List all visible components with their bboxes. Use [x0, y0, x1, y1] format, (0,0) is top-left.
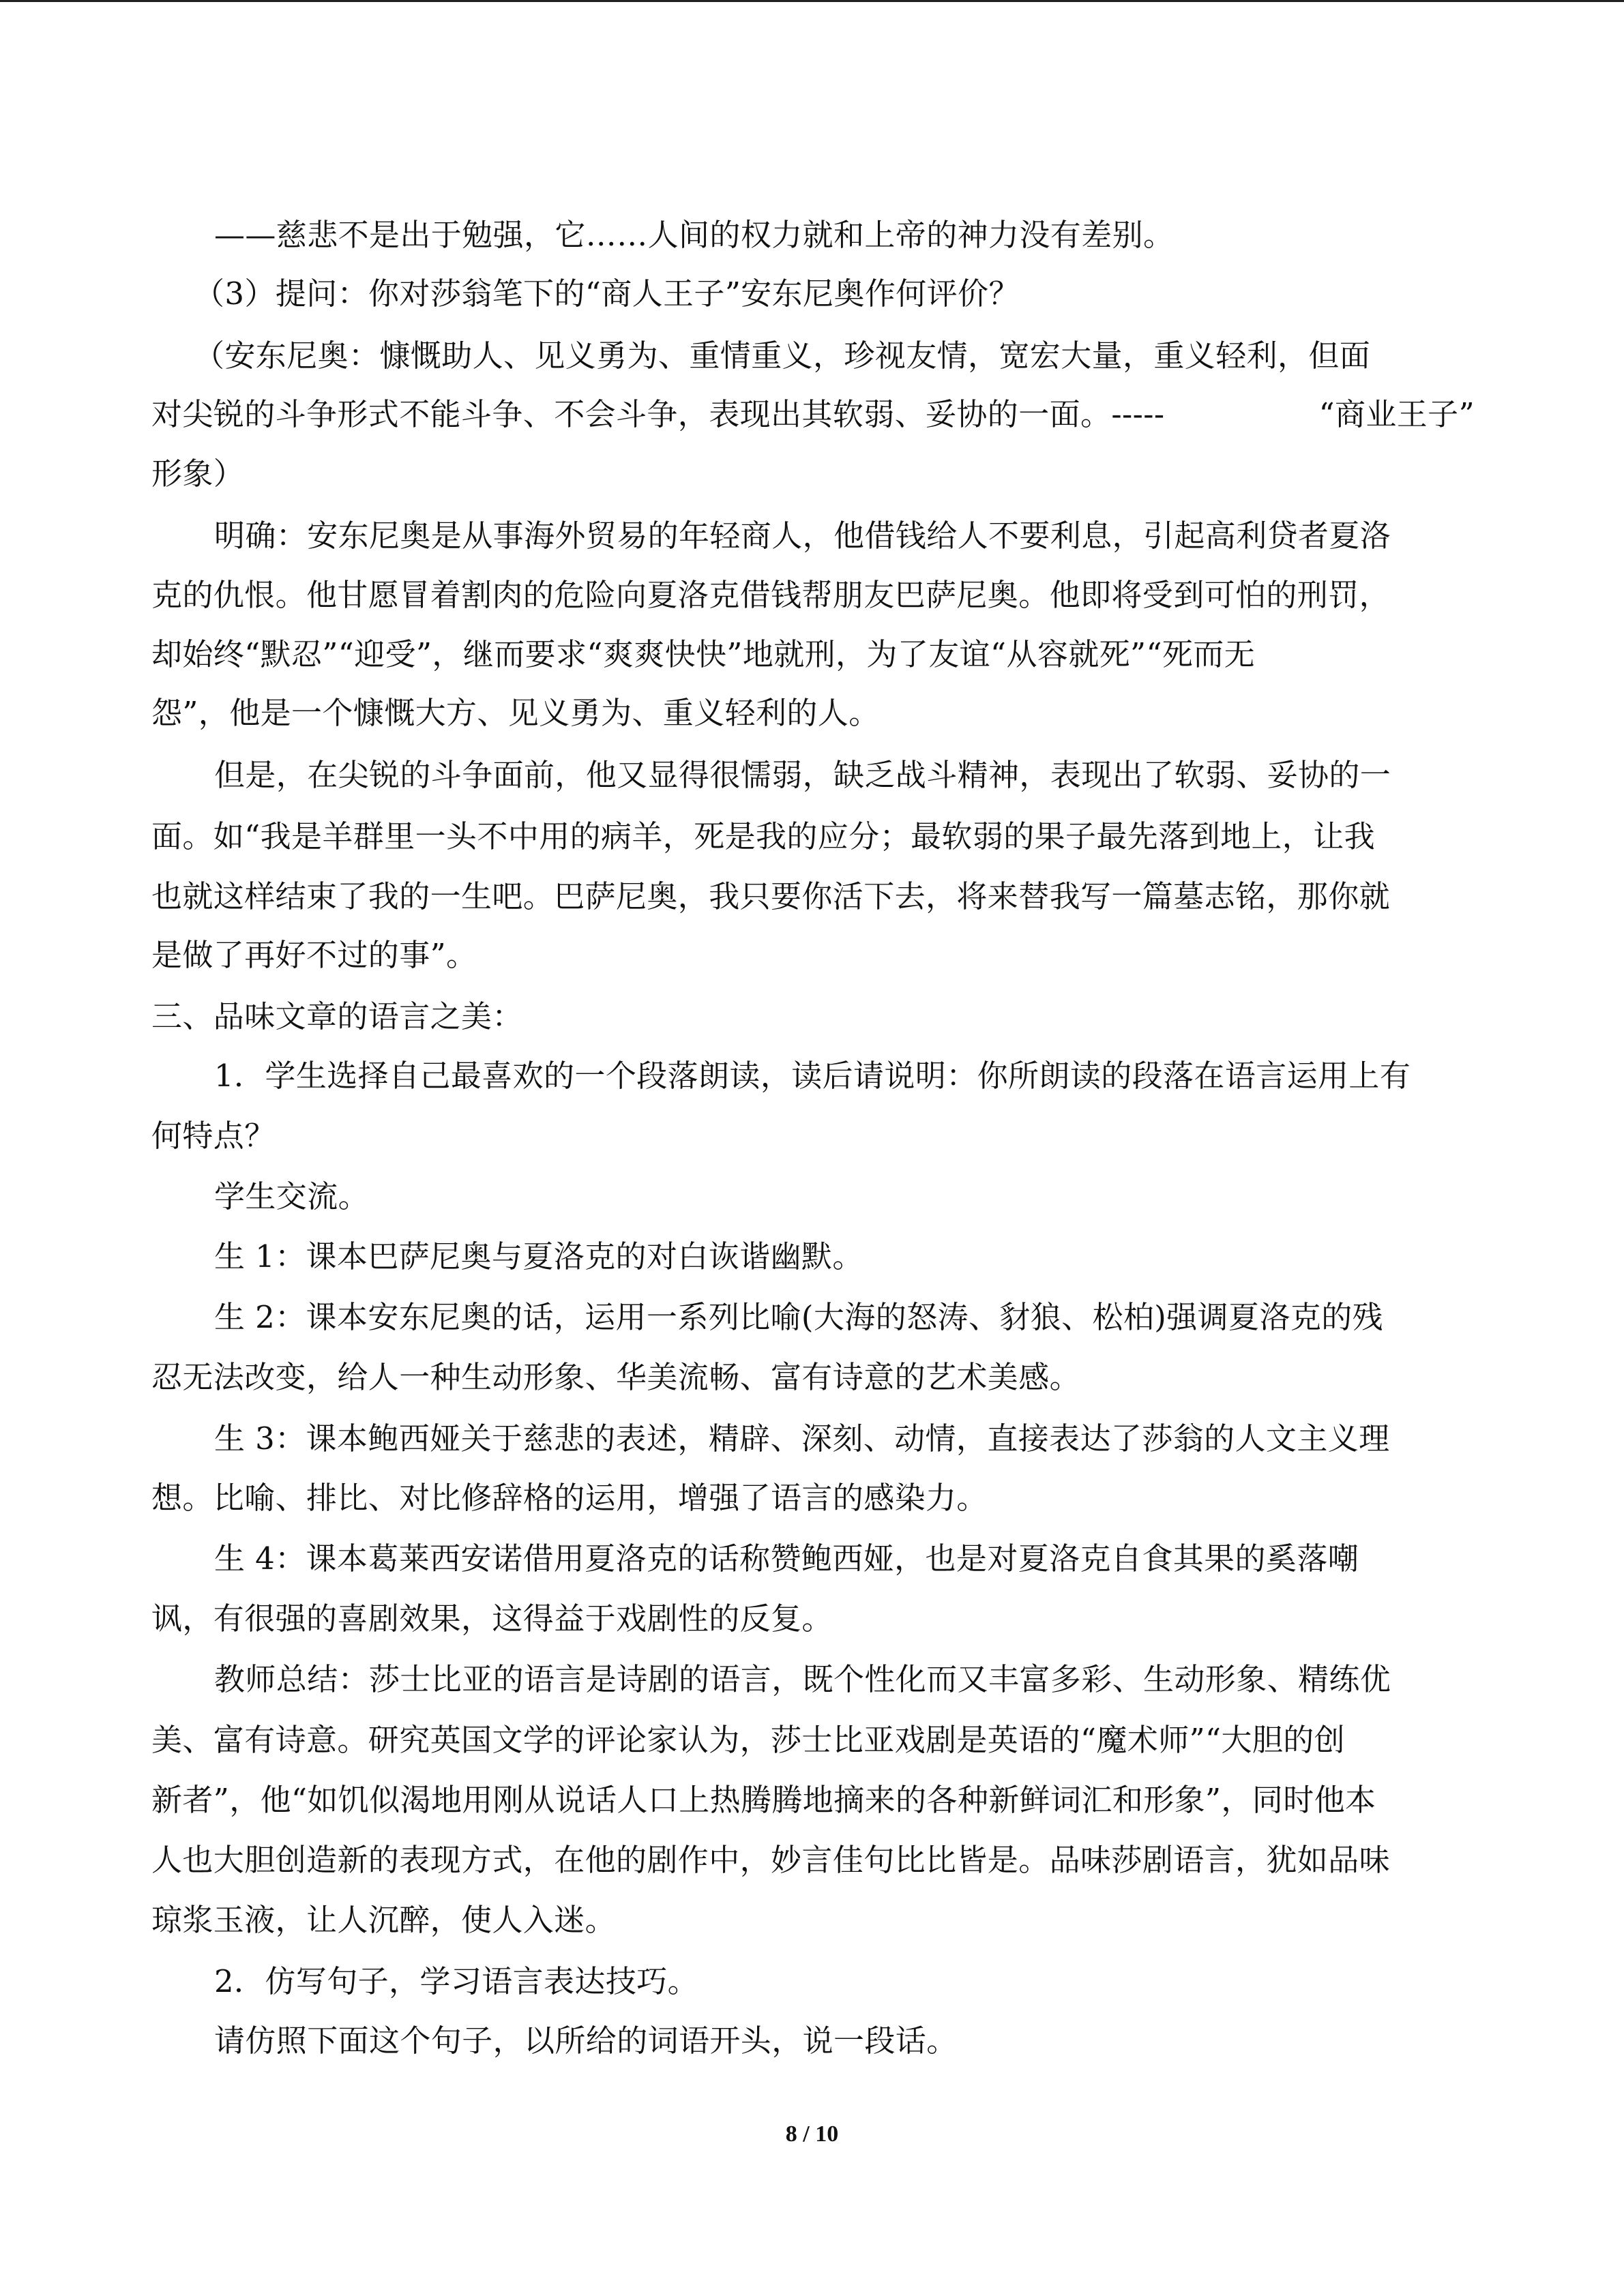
text-line: 却始终“默忍”“迎受”，继而要求“爽爽快快”地就刑，为了友谊“从容就死”“死而无 [151, 636, 1256, 672]
text-line: 1．学生选择自己最喜欢的一个段落朗读，读后请说明：你所朗读的段落在语言运用上有 [214, 1058, 1411, 1094]
text-line: ——慈悲不是出于勉强，它……人间的权力就和上帝的神力没有差别。 [214, 217, 1175, 253]
text-line: 生 4：课本葛莱西安诺借用夏洛克的话称赞鲍西娅，也是对夏洛克自食其果的奚落嘲 [214, 1540, 1359, 1577]
text-line: 美、富有诗意。研究英国文学的评论家认为，莎士比亚戏剧是英语的“魔术师”“大胆的创 [151, 1722, 1346, 1758]
text-line: 讽，有很强的喜剧效果，这得益于戏剧性的反复。 [151, 1600, 833, 1637]
text-line: 也就这样结束了我的一生吧。巴萨尼奥，我只要你活下去，将来替我写一篇墓志铭，那你就 [151, 878, 1391, 914]
text-line-part: 对尖锐的斗争形式不能斗争、不会斗争，表现出其软弱、妥协的一面。----- [151, 396, 1165, 432]
text-line: 克的仇恨。他甘愿冒着割肉的危险向夏洛克借钱帮朋友巴萨尼奥。他即将受到可怕的刑罚， [151, 577, 1391, 613]
text-line: 请仿照下面这个句子，以所给的词语开头，说一段话。 [214, 2023, 958, 2059]
text-line: 教师总结：莎士比亚的语言是诗剧的语言，既个性化而又丰富多彩、生动形象、精练优 [214, 1661, 1391, 1697]
text-line: 明确：安东尼奥是从事海外贸易的年轻商人，他借钱给人不要利息，引起高利贷者夏洛 [214, 518, 1391, 554]
text-line: 忍无法改变，给人一种生动形象、华美流畅、富有诗意的艺术美感。 [151, 1359, 1081, 1395]
text-line: 琼浆玉液，让人沉醉，使人入迷。 [151, 1902, 617, 1938]
text-line: 生 1：课本巴萨尼奥与夏洛克的对白诙谐幽默。 [214, 1238, 863, 1274]
section-heading: 三、品味文章的语言之美： [151, 998, 523, 1034]
page-top-border [0, 0, 1624, 2]
text-line: 想。比喻、排比、对比修辞格的运用，增强了语言的感染力。 [151, 1480, 988, 1516]
text-line: 何特点？ [151, 1118, 276, 1154]
text-line: 人也大胆创造新的表现方式，在他的剧作中，妙言佳句比比皆是。品味莎剧语言，犹如品味 [151, 1842, 1391, 1878]
text-line: 学生交流。 [214, 1178, 370, 1214]
text-line: 新者”，他“如饥似渴地用刚从说话人口上热腾腾地摘来的各种新鲜词汇和形象”，同时他本 [151, 1782, 1376, 1818]
text-line: （3）提问：你对莎翁笔下的“商人王子”安东尼奥作何评价？ [194, 275, 1020, 312]
text-line: 怨”，他是一个慷慨大方、见义勇为、重义轻利的人。 [151, 695, 880, 731]
text-line: 是做了再好不过的事”。 [151, 937, 477, 973]
text-line: 但是，在尖锐的斗争面前，他又显得很懦弱，缺乏战斗精神，表现出了软弱、妥协的一 [214, 757, 1391, 793]
text-line: 形象） [151, 456, 245, 492]
text-line [151, 384, 1475, 445]
text-line: 面。如“我是羊群里一头不中用的病羊，死是我的应分；最软弱的果子最先落到地上，让我 [151, 818, 1376, 854]
text-line: （安东尼奥：慷慨助人、见义勇为、重情重义，珍视友情，宽宏大量，重义轻利，但面 [194, 338, 1371, 374]
text-line-part: “商业王子” [1318, 396, 1475, 432]
text-line: 生 2：课本安东尼奥的话，运用一系列比喻(大海的怒涛、豺狼、松柏)强调夏洛克的残 [214, 1299, 1384, 1335]
text-line: 生 3：课本鲍西娅关于慈悲的表述，精辟、深刻、动情，直接表达了莎翁的人文主义理 [214, 1420, 1390, 1457]
text-line: 2．仿写句子，学习语言表达技巧。 [214, 1963, 699, 1999]
page-number: 8 / 10 [785, 2121, 839, 2147]
